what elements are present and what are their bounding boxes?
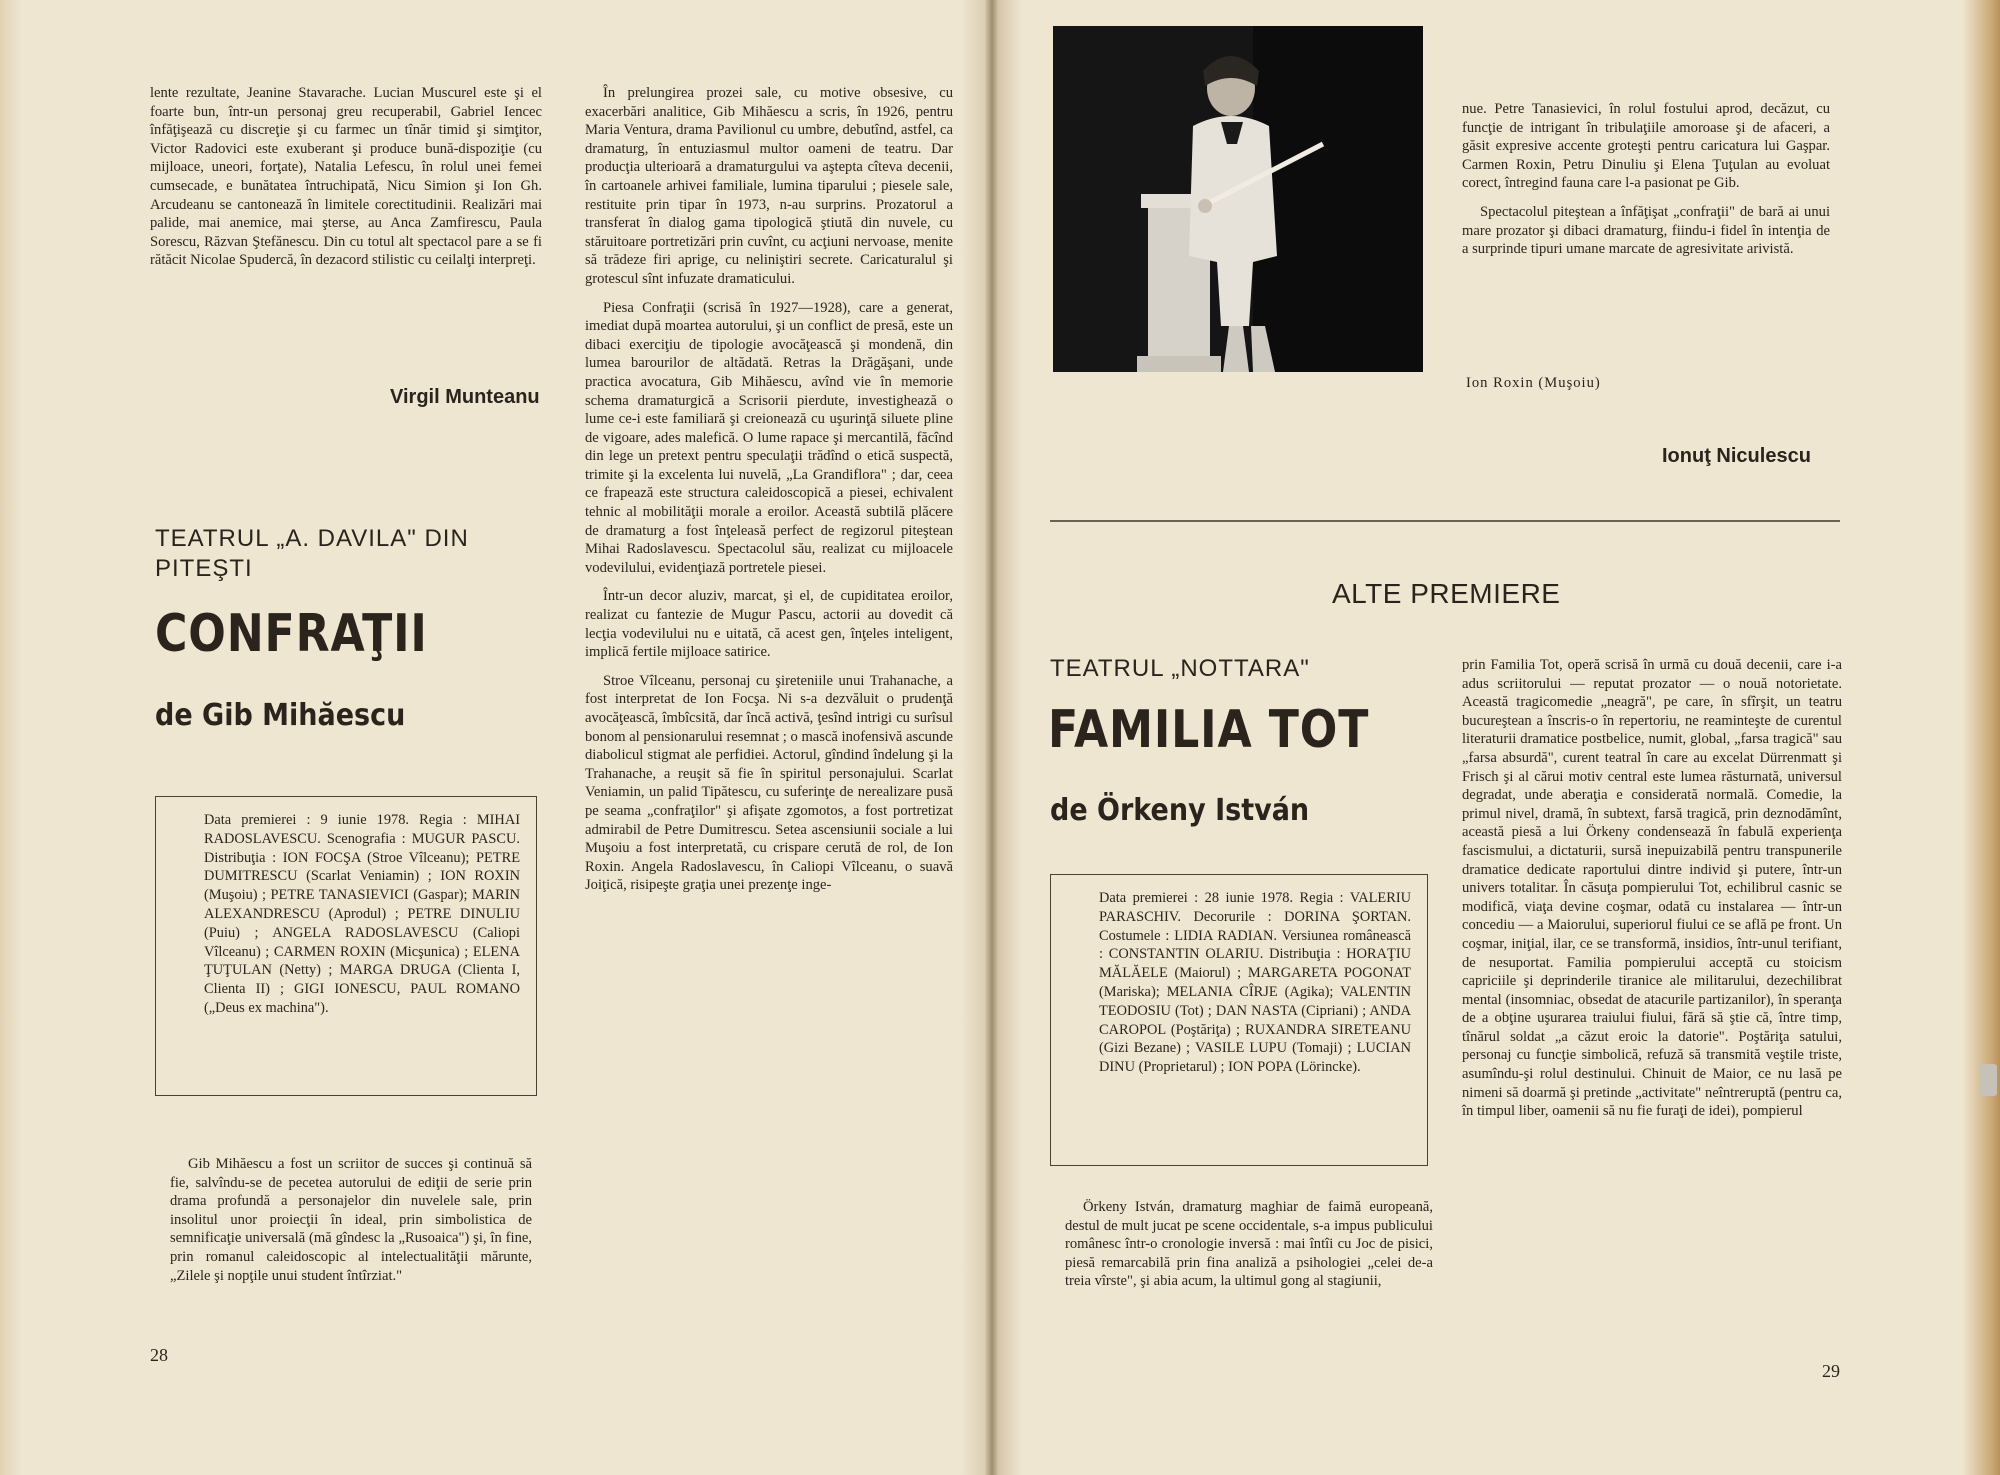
photo-illustration bbox=[1053, 26, 1423, 372]
signature-ionut-niculescu: Ionuţ Niculescu bbox=[1662, 445, 1811, 467]
right-column-text: prin Familia Tot, operă scrisă în urmă cu două decenii, care i-a adus scriitorului — reputat prozator — o nouă notorietate. Această tragicomedie „neagră", pe care, în sfîrşit, un teatru bucureştean a înscris-o în repertoriu, ne reaminteşte de curentul literaturii dramatice postbelice, numit, global, „farsa tragică" sau „farsa absurdă", curent teatral în care au excelat Dürrenmatt şi Frisch şi al cărui motiv central este lumea răsturnată, universul degradat, unde aberaţia e considerată normală. Comedie, la primul nivel, dramă, în subtext, farsă tragică, prin deznodămînt, această piesă a lui Örkeny condensează în fabulă experienţa fascismului, a dictaturii, sursă inepuizabilă pentru transpunerile dramatice dedicate raportului dintre individ şi putere, într-un univers totalitar. În căsuţa pompierului Tot, echilibrul casnic se modifică, viaţa devine coşmar, odată cu instalarea — într-un concediu — a Maiorului, superiorul fiului ce se află pe front. Un coşmar, iniţial, ilar, ce se transformă, insidios, într-unul terifiant, de nesuportat. Familia pompierului acceptă cu stoicism capriciile şi deprinderile tiranice ale militarului, dezechilibrat mental (insomniac, obsedat de atacurile partizanilor), în speranţa de a obţine uşurarea traiului fiului, fără să ştie că, între timp, tînărul soldat „a căzut eroic la datorie". Poştăriţa satului, personaj cu funcţie simbolică, refuză să transmită veştile triste, asumîndu-şi rolul destinului. Chinuit de Maior, ce nu lasă pe nimeni să doarmă şi pretinde „activitate" neîntreruptă (pentru ca, în timpul liber, oamenii să nu fie furaţi de idei), pompierul bbox=[1462, 657, 1842, 1120]
credits-box-familia-tot bbox=[1050, 874, 1428, 1166]
page-number-right: 29 bbox=[1822, 1361, 1840, 1381]
binding-gutter bbox=[985, 0, 999, 1475]
credits-text-familia-tot: Data premierei : 28 iunie 1978. Regia : VALERIU PARASCHIV. Decorurile : DORINA ŞORTAN. Costumele : LIDIA RADIAN. Versiunea românească : CONSTANTIN OLARIU. Distribuţia : HORAŢIU MĂLĂELE (Maiorul) ; MARGARETA POGONAT (Mariska); MELANIA CÎRJE (Agika); VALENTIN TEODOSIU (Tot) ; DAN NASTA (Cipriani) ; ANDA CAROPOL (Poştăriţa) ; RUXANDRA SIRETEANU (Gizi Bezane) ; VASILE LUPU (Tomaji) ; LUCIAN DINU (Proprietarul) ; ION POPA (Lörincke). bbox=[1099, 890, 1411, 1076]
theatre-name-davila: TEATRUL „A. DAVILA" DIN PITEŞTI bbox=[155, 525, 469, 582]
previous-review-ending bbox=[150, 84, 542, 280]
credits-box-confratii bbox=[155, 796, 537, 1096]
play-author-mihaescu: de Gib Mihăescu bbox=[155, 698, 406, 733]
right-column-familia-tot bbox=[1462, 656, 1842, 1131]
photo-caption: Ion Roxin (Muşoiu) bbox=[1466, 375, 1601, 391]
play-author-orkeny: de Örkeny István bbox=[1050, 793, 1310, 828]
review-ending-text: nue. Petre Tanasievici, în rolul fostului aprod, decăzut, cu funcţie de intrigant în tribulaţiile amoroase şi de afaceri, a găsit expresive accente groteşti pentru caricatura lui Gaşpar. Carmen Roxin, Petru Dinuliu şi Elena Ţuţulan au evoluat corect, întregind fauna care l-a pasionat pe Gib. bbox=[1462, 101, 1830, 192]
actor-photo bbox=[1053, 26, 1423, 372]
intro-text-familia-tot: Örkeny István, dramaturg maghiar de faimă europeană, destul de mult jucat pe scene occidentale, s-a impus publicului românesc într-o cronologie inversă : mai întîi cu Joc de pisici, piesă remarcabilă prin fina analiză a psihologiei „celei de-a treia vîrste", şi abia acum, la ultimul gong al stagiunii, bbox=[1065, 1199, 1433, 1290]
middle-column bbox=[585, 84, 953, 905]
signature-virgil-munteanu: Virgil Munteanu bbox=[390, 386, 540, 408]
middle-paragraph: Într-un decor aluziv, marcat, şi el, de cupiditatea eroilor, realizat cu fantezie de Mugur Pascu, actorii au dovedit că lecţia vodevilului nu e uitată, că acest gen, înţeles inteligent, implică fertile mijloace satirice. bbox=[585, 588, 953, 661]
middle-paragraph: Piesa Confraţii (scrisă în 1927—1928), care a generat, imediat după moartea autorului, şi un conflict de presă, este un dibaci exerciţiu de tipologie avocăţească şi mondenă, din lumea barourilor de altădată. Retras la Drăgăşani, unde practica avocatura, Gib Mihăescu, avînd vie în memorie schema dramaturgică a Scrisorii pierdute, investighează o lume ce-i este familiară şi creionează cu uşurinţă siluete pline de vigoare, ades malefică. O lume rapace şi mercantilă, făcînd din lege un pretext pentru speculaţii trădînd o etică suspectă, trimite şi la excelenta lui nuvelă, „La Grandiflora" ; dar, ceea ce frapează este structura caleidoscopică a piesei, echivalent tehnic al mobilităţii morale a eroilor. Această subtilă plăcere de dramaturg a fost înţeleasă perfect de regizorul piteştean Mihai Radoslavescu. Spectacolul său, realizat cu mijloacele vodevilului, evidenţiază portretele piesei. bbox=[585, 299, 953, 576]
previous-review-text: lente rezultate, Jeanine Stavarache. Lucian Muscurel este şi el foarte bun, într-un personaj greu recuperabil, Gabriel Iencec înfăţişează cu discreţie şi cu farmec un tînăr timid şi simţitor, Victor Radovici este exuberant şi produce bună-dispoziţie (cu mijloace, uneori, forţate), Natalia Lefescu, în rolul unei femei cumsecade, e bunătatea întruchipată, Nicu Simion şi Ion Gh. Arcudeanu se cantonează în limitele corectitudinii. Realizări mai palide, mai anemice, mai şterse, au Anca Zamfirescu, Paula Sorescu, Răzvan Ştefănescu. Din cu totul alt spectacol pare a se fi rătăcit Nicolae Spudercă, în dezacord stilistic cu ceilalţi interpreţi. bbox=[150, 85, 542, 269]
play-title-confratii: CONFRAŢII bbox=[155, 604, 428, 664]
intro-familia-tot bbox=[1065, 1198, 1433, 1301]
middle-paragraph: În prelungirea prozei sale, cu motive obsesive, cu exacerbări analitice, Gib Mihăescu a scris, în 1926, pentru Maria Ventura, drama Pavilionul cu umbre, debutînd, astfel, ca dramaturg, în entuziasmul multor oameni de teatru. Dar producţia ulterioară a dramaturgului va aştepta cîteva decenii, în cartoanele arhivei familiale, lumina tiparului ; piesele sale, restituite prin tipar în 1973, n-au surprins. Prozatorul a transferat în dialog gama tipologică ştiută din nuvele, cu stăruitoare portretizări prin cuvînt, cu acţiuni nervoase, menite să trădeze firi aprige, cu neliniştiri secrete. Caricaturalul şi grotescul sînt infuzate dramaticului. bbox=[585, 85, 953, 287]
review-ending-text: Spectacolul piteştean a înfăţişat „confraţii" de bară ai unui mare prozator şi dibaci dramaturg, fiindu-i fidel în intenţia de a surprinde tipuri umane marcate de agresivitate arivistă. bbox=[1462, 203, 1830, 258]
section-divider bbox=[1050, 520, 1840, 522]
credits-text-confratii: Data premierei : 9 iunie 1978. Regia : MIHAI RADOSLAVESCU. Scenografia : MUGUR PASCU. Distribuţia : ION FOCŞA (Stroe Vîlceanu); PETRE DUMITRESCU (Scarlat Veniamin) ; ION ROXIN (Muşoiu) ; PETRE TANASIEVICI (Gaspar); MARIN ALEXANDRESCU (Aprodul) ; PETRE DINULIU (Puiu) ; ANGELA RADOSLAVESCU (Caliopi Vîlceanu) ; CARMEN ROXIN (Micşunica) ; ELENA ŢUŢULAN (Netty) ; MARGA DRUGA (Clienta I, Clienta II) ; GIGI IONESCU, PAUL ROMANO („Deus ex machina"). bbox=[204, 812, 520, 1016]
binding-clip bbox=[1979, 1064, 1997, 1096]
intro-text-confratii: Gib Mihăescu a fost un scriitor de succes şi continuă să fie, salvîndu-se de pecetea autorului de ediţii de serie prin drama profundă a personajelor din nuvelele sale, prin insolitul unor proiecţii în ideal, prin simbolistica de semnificaţie universală (mă gîndesc la „Rusoaica") şi, în fine, prin romanul caleidoscopic al intelectualităţii mărunte, „Zilele şi nopţile unui student întîrziat." bbox=[170, 1156, 532, 1284]
section-heading-alte-premiere: ALTE PREMIERE bbox=[1332, 578, 1561, 609]
play-title-familia-tot: FAMILIA TOT bbox=[1048, 700, 1370, 760]
theatre-name-nottara: TEATRUL „NOTTARA" bbox=[1050, 655, 1310, 682]
review-ending-right bbox=[1462, 100, 1830, 269]
intro-confratii bbox=[170, 1155, 532, 1295]
middle-paragraph: Stroe Vîlceanu, personaj cu şireteniile unui Trahanache, a fost interpretat de Ion Focşa. Ni s-a dezvăluit o prudenţă avocăţească, îmbîcsită, dar încă activă, ţesînd intrigi cu surîsul bonom al pensionarului resemnat ; o mască inofensivă ascunde diabolicul stigmat ale perfidiei. Actorul, gîndind îndelung şi la Trahanache, a reuşit să fie în spiritul personajului. Scarlat Veniamin, un palid Tipătescu, cu suferinţe de nerealizare pusă pe seama „confraţilor" şi afişate zgomotos, a fost portretizat admirabil de Petre Dumitrescu. Setea ascensiunii sociale a lui Muşoiu a fost interpretată, cu crispare cerută de rol, de Ion Roxin. Angela Radoslavescu, în Caliopi Vîlceanu, o suavă Joiţică, risipeşte graţia unei prezenţe inge- bbox=[585, 672, 953, 894]
page-number-left: 28 bbox=[150, 1345, 168, 1365]
